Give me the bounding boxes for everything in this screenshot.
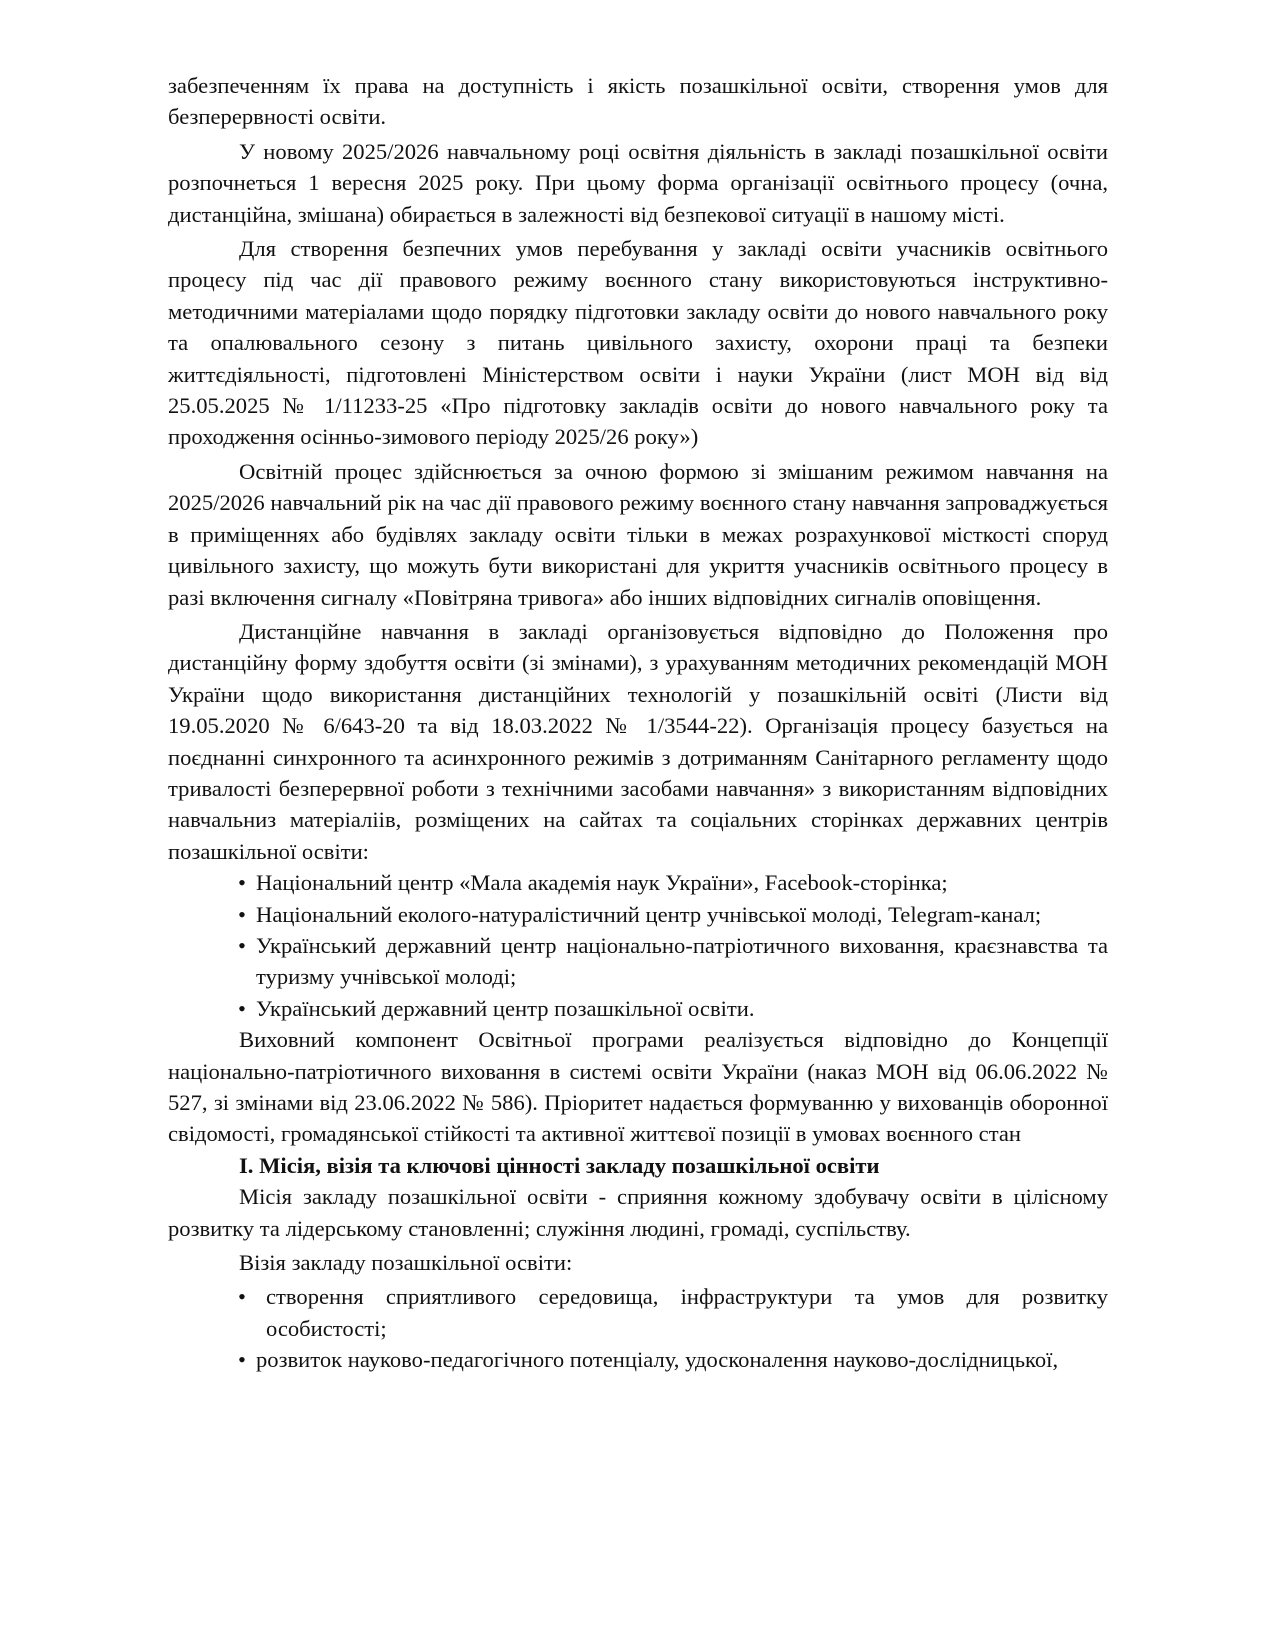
bullet-icon: • — [238, 932, 246, 958]
list-item-text: створення сприятливого середовища, інфраструктури та умов для розвитку особистості; — [266, 1284, 1108, 1341]
list-item — [238, 1281, 1108, 1344]
paragraph-school-year-start: У новому 2025/2026 навчальному році освітня діяльність в закладі позашкільної освіти розпочнеться 1 вересня 2025 року. При цьому форма організації освітнього процесу (очна, дистанційна, змішана) обирається в залежності від безпекової ситуації в нашому місті. — [168, 138, 1108, 227]
vision-label: Візія закладу позашкільної освіти: — [239, 1250, 573, 1276]
bullet-icon: • — [238, 1347, 246, 1373]
bullet-icon: • — [238, 1284, 246, 1310]
list-item — [238, 899, 1108, 930]
paragraph-continuation: забезпеченням їх права на доступність і якість позашкільної освіти, створення умов для безперервності освіти. — [168, 73, 1108, 130]
bullet-icon: • — [238, 995, 246, 1021]
section-heading: І. Місія, візія та ключові цінності закладу позашкільної освіти — [239, 1152, 880, 1178]
vision-list — [168, 1281, 1108, 1375]
list-item-text: Національний центр «Мала академія наук України», Facebook-сторінка; — [256, 870, 948, 896]
bullet-icon: • — [238, 901, 246, 927]
document-page — [168, 70, 1108, 1376]
paragraph-education-process: Освітній процес здійснюється за очною формою зі змішаним режимом навчання на 2025/2026 навчальний рік на час дії правового режиму воєнного стану навчання запроваджується в приміщеннях або будівлях закладу освіти тільки в межах розрахункової місткості споруд цивільного захисту, що можуть бути використані для укриття учасників освітнього процесу в разі включення сигналу «Повітряна тривога» або інших відповідних сигналів оповіщення. — [168, 458, 1108, 610]
bullet-icon: • — [238, 870, 246, 896]
paragraph-mission: Місія закладу позашкільної освіти - сприяння кожному здобувачу освіти в цілісному розвитку та лідерському становленні; служіння людині, громаді, суспільству. — [168, 1184, 1108, 1241]
list-item-text: Національний еколого-натуралістичний центр учнівської молоді, Telegram-канал; — [256, 901, 1042, 927]
centers-list — [168, 867, 1108, 1024]
list-item — [238, 1344, 1108, 1375]
list-item — [238, 930, 1108, 993]
paragraph-upbringing-component: Виховний компонент Освітньої програми реалізується відповідно до Концепції національно-патріотичного виховання в системі освіти України (наказ МОН від 06.06.2022 № 527, зі змінами від 23.06.2022 № 586). Пріоритет надається формуванню у вихованців оборонної свідомості, громадянської стійкості та активної життєвої позиції в умовах воєнного стан — [168, 1027, 1108, 1147]
list-item-text: Український державний центр національно-патріотичного виховання, краєзнавства та туризму учнівської молоді; — [256, 932, 1108, 990]
paragraph-safety-conditions: Для створення безпечних умов перебування у закладі освіти учасників освітнього процесу під час дії правового режиму воєнного стану використовуються інструктивно-методичними матеріалами щодо порядку підготовки закладу освіти до нового навчального року та опалювального сезону з питань цивільного захисту, охорони праці та безпеки життєдіяльності, підготовлені Міністерством освіти і науки України (лист МОН від від 25.05.2025 № 1/11233-25 «Про підготовку закладів освіти до нового навчального року та проходження осінньо-зимового періоду 2025/26 року») — [168, 236, 1108, 450]
paragraph-distance-learning: Дистанційне навчання в закладі організовується відповідно до Положення про дистанційну форму здобуття освіти (зі змінами), з урахуванням методичних рекомендацій МОН України щодо використання дистанційних технологій у позашкільній освіті (Листи від 19.05.2020 № 6/643-20 та від 18.03.2022 № 1/3544-22). Організація процесу базується на поєднанні синхронного та асинхронного режимів з дотриманням Санітарного регламенту щодо тривалості безперервної роботи з технічними засобами навчання» з використанням відповідних навчальниз матеріаліів, розміщених на сайтах та соціальних сторінках державних центрів позашкільної освіти: — [168, 618, 1108, 864]
list-item — [238, 867, 1108, 898]
list-item-text: розвиток науково-педагогічного потенціалу, удосконалення науково-дослідницької, — [256, 1347, 1059, 1373]
list-item — [238, 993, 1108, 1024]
list-item-text: Український державний центр позашкільної освіти. — [256, 995, 755, 1021]
